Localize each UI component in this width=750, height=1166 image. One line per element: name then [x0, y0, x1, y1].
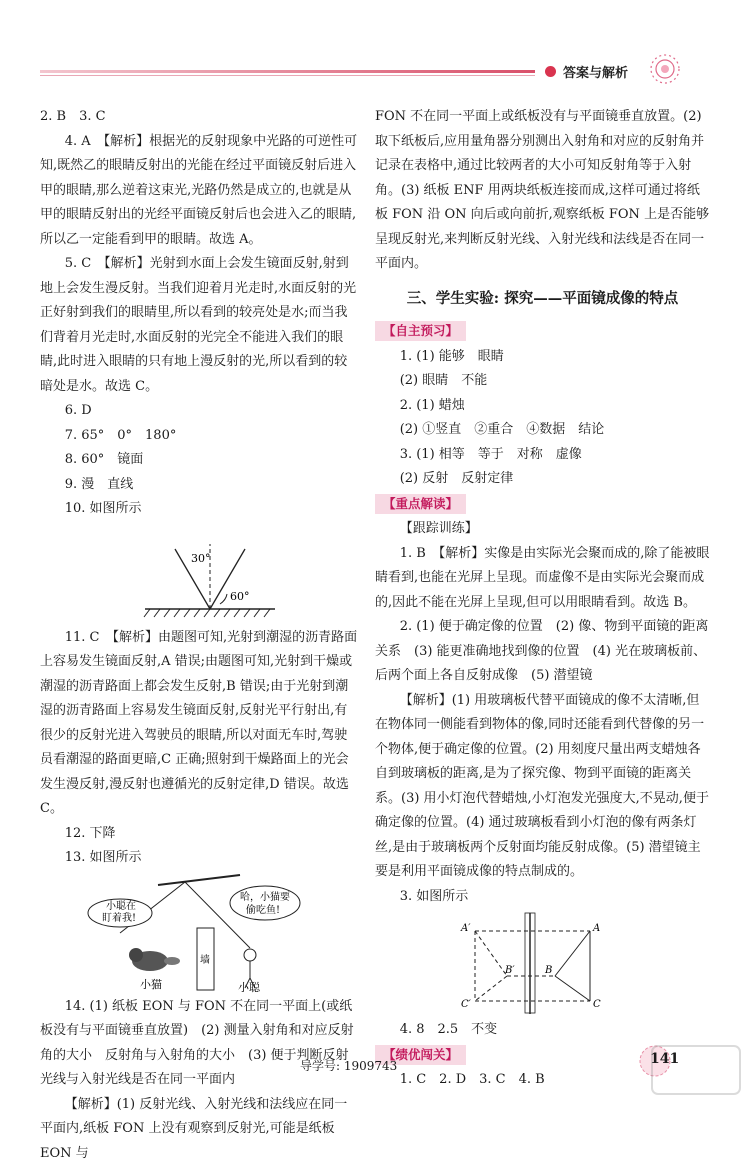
cat-speech-1: 小聪在: [106, 899, 136, 912]
training-1: 1. B 【解析】实像是由实际光会聚而成的,除了能被眼睛看到,也能在光屏上呈现。而虚像不是由实际光会聚而成的,因此不能在光屏上呈现,但可以用眼睛看到。故选 B。: [375, 542, 710, 616]
answer-12: 12. 下降: [40, 822, 358, 847]
training-4: 4. 8 2.5 不变: [375, 1018, 710, 1043]
tag-challenge: 【绩优闯关】: [375, 1045, 466, 1065]
tracking-training: 【跟踪训练】: [375, 517, 710, 542]
training-2: 2. (1) 便于确定像的位置 (2) 像、物到平面镜的距离关系 (3) 能更准确地找到像的位置 (4) 光在玻璃板前、后两个面上各自反射成像 (5) 潜望镜: [375, 615, 710, 689]
right-column: [375, 105, 710, 1093]
reflection-figure-10: [40, 524, 358, 624]
preview-2-2: (2) ①竖直 ②重合 ④数据 结论: [375, 418, 710, 443]
boy-speech-1: 哈，小猫要: [240, 890, 290, 903]
preview-3-1: 3. (1) 相等 等于 对称 虚像: [375, 443, 710, 468]
cat-speech-2: 盯着我!: [102, 911, 136, 924]
angle-30-label: 30°: [191, 552, 211, 565]
page-number: 141: [650, 1051, 679, 1067]
preview-1-2: (2) 眼睛 不能: [375, 369, 710, 394]
answer-5: 5. C 【解析】光射到水面上会发生镜面反射,射到地上会发生漫反射。当我们迎着月光走时,水面反射的光正好射到我们的眼睛里,所以看到的较亮处是水;而当我们背着月光走时,水面反射的光完全不能进入我们的眼睛,此时进入眼睛的只有地上漫反射的光,所以看到的较暗处是水。故选 C。: [40, 252, 358, 399]
flower-logo-icon: [645, 52, 685, 86]
answer-13: 13. 如图所示: [40, 846, 358, 871]
answer-10: 10. 如图所示: [40, 497, 358, 522]
header-rule-thin: [40, 75, 535, 76]
answer-8: 8. 60° 镜面: [40, 448, 358, 473]
section-title: 三、学生实验: 探究——平面镜成像的特点: [375, 287, 710, 312]
wall-label: 墙: [200, 953, 210, 966]
answer-4: 4. A 【解析】根据光的反射现象中光路的可逆性可知,既然乙的眼睛反射出的光能在经过平面镜反射后进入甲的眼睛,那么逆着这束光,光路仍然是成立的,也就是从甲的眼睛反射出的光经平面镜反射后也会进入乙的眼睛,所以乙一定能看到甲的眼睛。故选 A。: [40, 130, 358, 253]
point-A-prime: A′: [460, 923, 471, 934]
training-2-analysis: 【解析】(1) 用玻璃板代替平面镜成的像不太清晰,但在物体同一侧能看到物体的像,同时还能看到代替像的另一个物体,便于确定像的位置。(2) 用刻度尺量出两支蜡烛各自到玻璃板的距离,是为了探究像、物到平面镜的距离关系。(3) 用小灯泡代替蜡烛,小灯泡发光强度大,不晃动,便于确定像的位置。(4) 通过玻璃板看到小灯泡的像有两条灯丝,是由于玻璃板两个反射面均能反射成像。(5) 潜望镜主要是利用平面镜成像的特点制成的。: [375, 689, 710, 885]
header-dot: [545, 66, 556, 77]
answer-9: 9. 漫 直线: [40, 473, 358, 498]
answer-6: 6. D: [40, 399, 358, 424]
answer-14-cont: FON 不在同一平面上或纸板没有与平面镜垂直放置。(2) 取下纸板后,应用量角器分别测出入射角和对应的反射角并记录在表格中,通过比较两者的大小可知反射角等于入射角。(3) 纸板 ENF 用两块纸板连接而成,这样可通过将纸板 FON 沿 ON 向后或向前折,观察纸板 FON 上是否能够呈现反射光,来判断反射光线、入射光线和法线是否在同一平面内。: [375, 105, 710, 277]
cat-label: 小猫: [140, 977, 162, 991]
header-rule: [40, 70, 535, 73]
tag-preview: 【自主预习】: [375, 321, 466, 341]
angle-60-label: 60°: [230, 590, 250, 603]
guide-code: 导学号: 1909743: [300, 1057, 397, 1074]
challenge-answers: 1. C 2. D 3. C 4. B: [375, 1068, 710, 1093]
answer-14: 14. (1) 纸板 EON 与 FON 不在同一平面上(或纸板没有与平面镜垂直放置) (2) 测量入射角和对应反射角的大小 反射角与入射角的大小 (3) 便于判断反射光线与入射光线是否在同一平面内: [40, 995, 358, 1093]
point-B: B: [544, 965, 552, 976]
answer-14-analysis: 【解析】(1) 反射光线、入射光线和法线应在同一平面内,纸板 FON 上没有观察到反射光,可能是纸板 EON 与: [40, 1093, 358, 1166]
answer-7: 7. 65° 0° 180°: [40, 424, 358, 449]
cat-boy-mirror-figure: [40, 873, 358, 993]
tag-key-points: 【重点解读】: [375, 494, 466, 514]
point-C: C: [593, 999, 601, 1010]
point-B-prime: B′: [504, 965, 515, 976]
answer-11: 11. C 【解析】由题图可知,光射到潮湿的沥青路面上容易发生镜面反射,A 错误;由题图可知,光射到干燥或潮湿的沥青路面上都会发生反射,B 错误;由于光射到潮湿的沥青路面上容易发生镜面反射,反射光平行射出,有很少的反射光进入驾驶员的眼睛,所以对面无车时,驾驶员看潮湿的路面更暗,C 正确;照射到干燥路面上的光会发生漫反射,漫反射也遵循光的反射定律,D 错误。故选 C。: [40, 626, 358, 822]
point-A: A: [592, 923, 600, 934]
left-column: [40, 105, 358, 1166]
watermark-logo: [650, 1040, 745, 1100]
answer-2-3: 2. B 3. C: [40, 105, 358, 130]
mirror-image-figure: [375, 911, 710, 1016]
point-C-prime: C′: [461, 999, 472, 1010]
boy-label: 小聪: [238, 980, 261, 993]
boy-speech-2: 偷吃鱼!: [246, 903, 280, 916]
preview-1-1: 1. (1) 能够 眼睛: [375, 345, 710, 370]
header-title: 答案与解析: [563, 62, 628, 81]
training-3: 3. 如图所示: [375, 885, 710, 910]
preview-2-1: 2. (1) 蜡烛: [375, 394, 710, 419]
preview-3-2: (2) 反射 反射定律: [375, 467, 710, 492]
